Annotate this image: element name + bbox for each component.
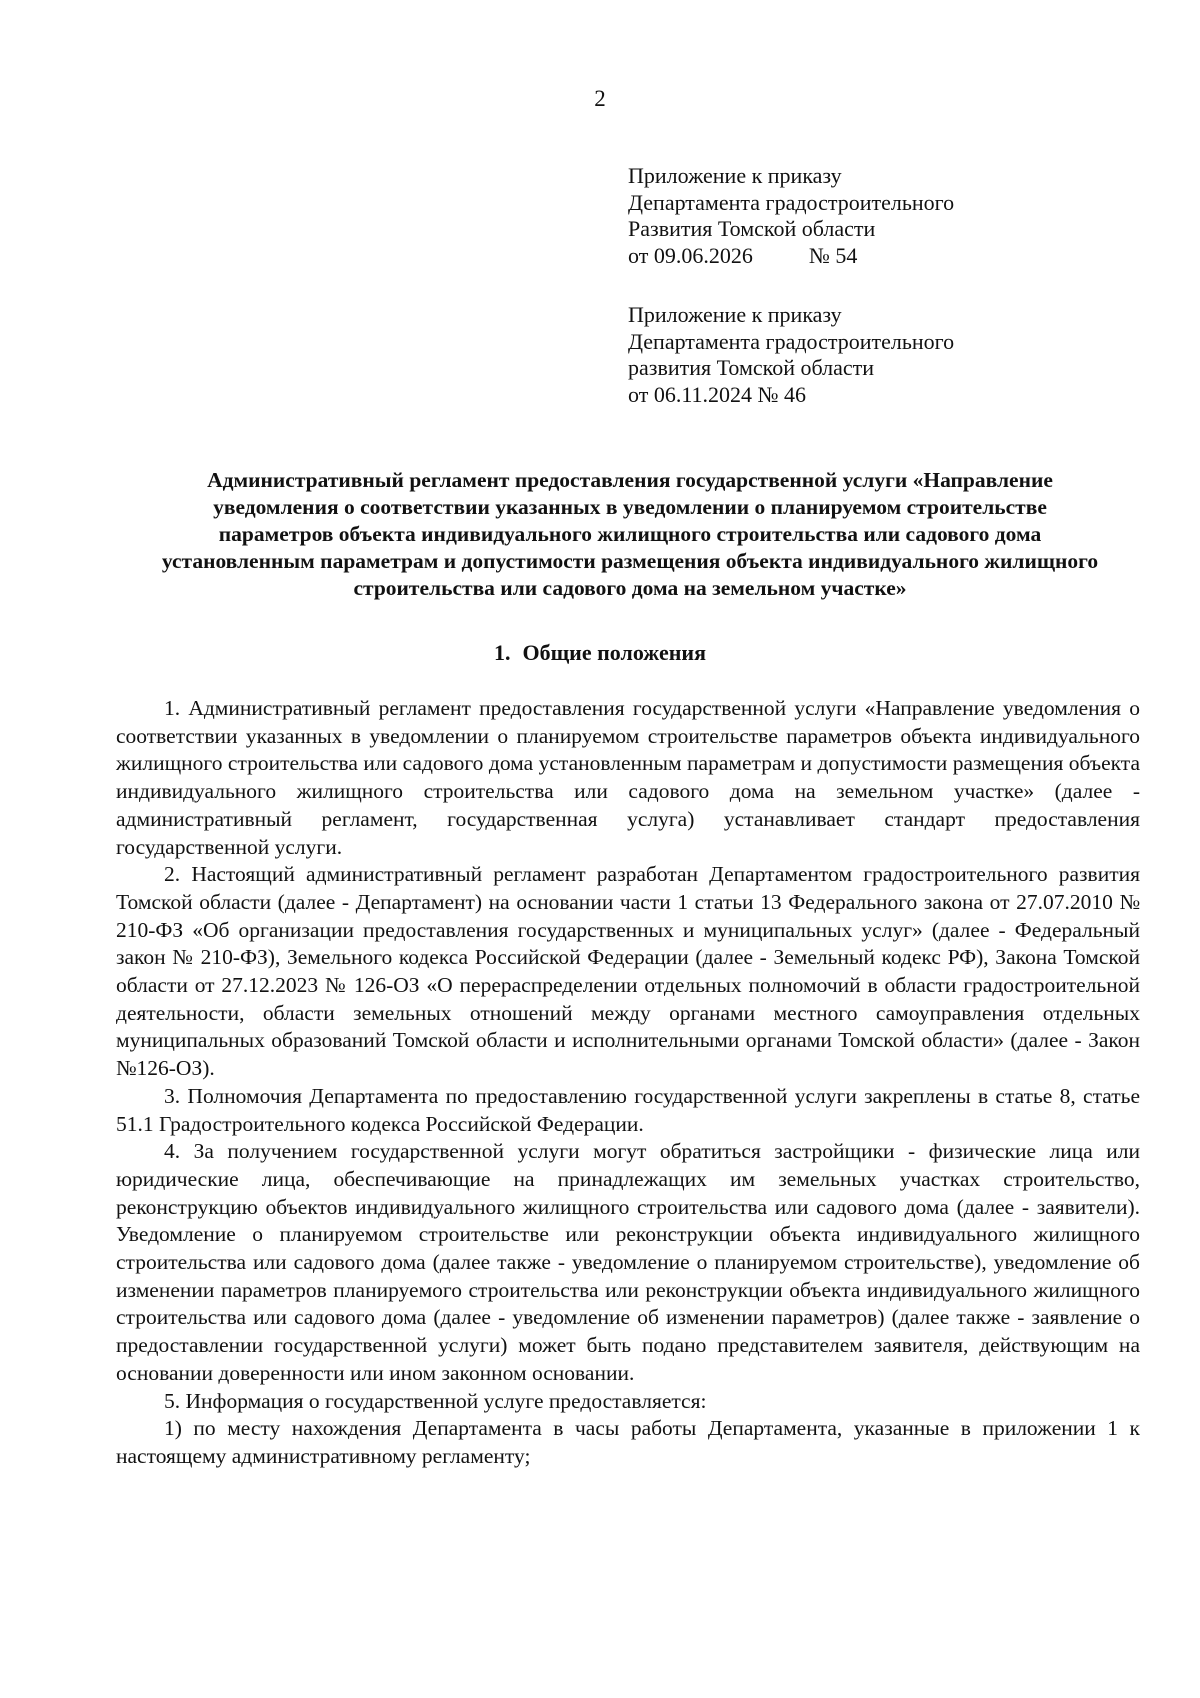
paragraph: 1. Административный регламент предоставления государственной услуги «Направление уведомления о соответствии указанных в уведомлении о планируемом строительстве параметров объекта индивидуального жилищного строительства или садового дома установленным параметрам и допустимости размещения объекта индивидуального жилищного строительства или садового дома на земельном участке» (далее - административный регламент, государственная услуга) устанавливает стандарт предоставления государственной услуги. <box>116 696 1140 859</box>
paragraph: 4. За получением государственной услуги могут обратиться застройщики - физические лица или юридические лица, обеспечивающие на принадлежащих им земельных участках строительство, реконструкцию объектов индивидуального жилищного строительства или садового дома (далее - заявители). Уведомление о планируемом строительстве или реконструкции объекта индивидуального жилищного строительства или садового дома (далее также - уведомление о планируемом строительстве), уведомление об изменении параметров планируемого строительства или реконструкции объекта индивидуального жилищного строительства или садового дома (далее - уведомление об изменении параметров) (далее также - заявление о предоставлении государственной услуги) может быть подано представителем заявителя, действующим на основании доверенности или ином законном основании. <box>116 1139 1140 1385</box>
paragraph: 5. Информация о государственной услуге предоставляется: <box>164 1388 707 1413</box>
title-line: строительства или садового дома на земельном участке» <box>353 576 907 600</box>
appendix-line: от 06.11.2024 № 46 <box>628 381 806 407</box>
section-number: 1. <box>494 640 511 665</box>
title-line: Административный регламент предоставления государственной услуги «Направление <box>207 468 1053 492</box>
document-title <box>110 467 1150 602</box>
paragraph: 3. Полномочия Департамента по предоставлению государственной услуги закреплены в статье 8, статье 51.1 Градостроительного кодекса Российской Федерации. <box>116 1083 1140 1136</box>
appendix-line: Департамента градостроительного <box>628 328 955 354</box>
body-text <box>116 695 1140 1471</box>
appendix-line: развития Томской области <box>628 355 875 380</box>
appendix-header-current <box>628 163 1088 269</box>
appendix-line: Департамента градостроительного <box>628 189 955 215</box>
appendix-line: Приложение к приказу <box>628 302 842 327</box>
appendix-header-previous <box>628 302 1088 408</box>
appendix-number: № 54 <box>808 242 858 268</box>
appendix-date: от 09.06.2026 <box>628 242 753 268</box>
title-line: параметров объекта индивидуального жилищного строительства или садового дома <box>218 522 1042 546</box>
paragraph: 1) по месту нахождения Департамента в часы работы Департамента, указанные в приложении 1 к настоящему административному регламенту; <box>116 1416 1140 1468</box>
title-line: установленным параметрам и допустимости размещения объекта индивидуального жилищного <box>161 549 1099 573</box>
appendix-line: Развития Томской области <box>628 216 876 241</box>
section-title: Общие положения <box>522 640 706 665</box>
appendix-date-line <box>628 243 1088 270</box>
page-number: 2 <box>594 86 606 111</box>
paragraph: 2. Настоящий административный регламент разработан Департаментом градостроительного развития Томской области (далее - Департамент) на основании части 1 статьи 13 Федерального закона от 27.07.2010 № 210-ФЗ «Об организации предоставления государственных и муниципальных услуг» (далее - Федеральный закон № 210-ФЗ), Земельного кодекса Российской Федерации (далее - Земельный кодекс РФ), Закона Томской области от 27.12.2023 № 126-ОЗ «О перераспределении отдельных полномочий в области градостроительной деятельности, области земельных отношений между органами местного самоуправления отдельных муниципальных образований Томской области и исполнительными органами Томской области» (далее - Закон №126-ОЗ). <box>116 862 1140 1081</box>
appendix-line: Приложение к приказу <box>628 163 842 188</box>
section-heading <box>0 640 1200 666</box>
title-line: уведомления о соответствии указанных в уведомлении о планируемом строительстве <box>213 495 1047 519</box>
